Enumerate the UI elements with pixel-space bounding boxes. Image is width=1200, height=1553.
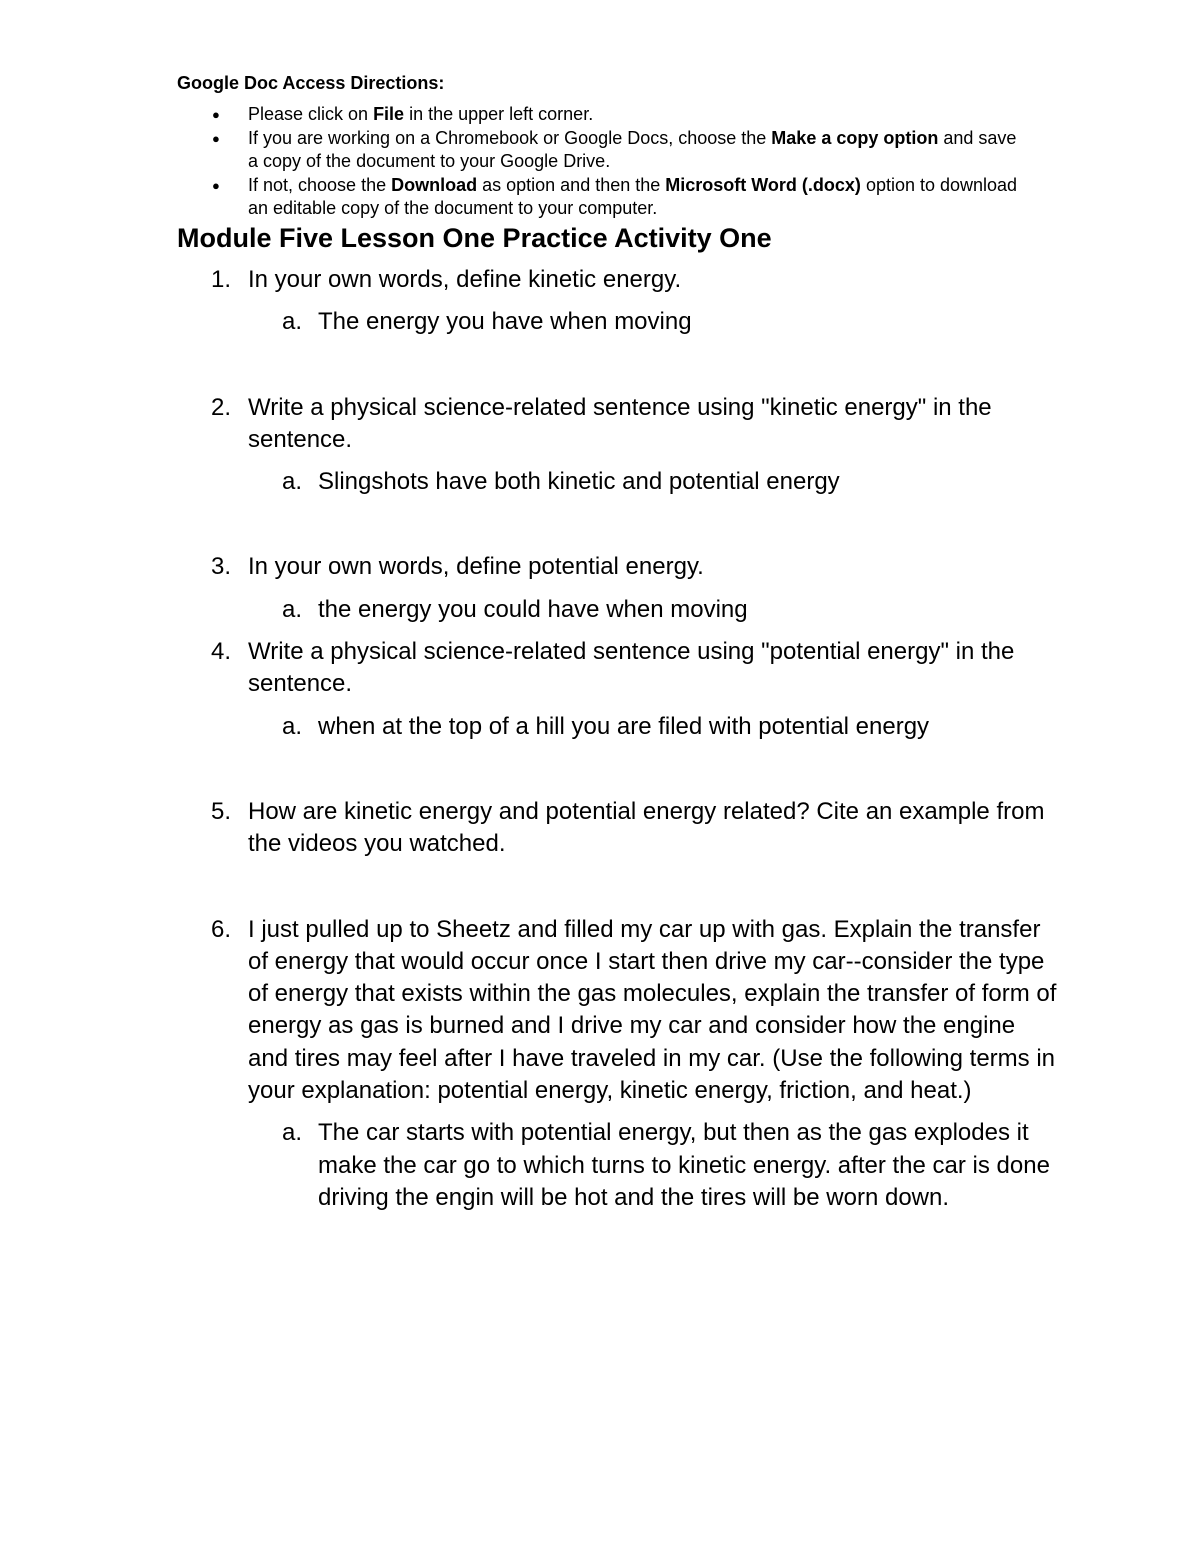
- spacer: [177, 743, 1057, 796]
- answer-letter: a.: [282, 595, 303, 623]
- answer-letter: a.: [282, 468, 303, 496]
- question-text: I just pulled up to Sheetz and filled my car up with gas. Explain the transfer of energy that would occur once I start then drive my car--consider the type of energy that exists within the gas molecules, explain the transfer of form of energy as gas is burned and I drive my car and consider how the engine and tires may feel after I have traveled in my car. (Use the following terms in your explanation: potential energy, kinetic energy, friction, and heat.): [248, 915, 1057, 1105]
- question-item: [177, 796, 1057, 861]
- directions-text: in the upper left corner.: [404, 104, 594, 124]
- question-number: 1.: [211, 266, 232, 293]
- answer-item: [177, 711, 1057, 743]
- question-number: 2.: [211, 393, 232, 421]
- question-item: [177, 914, 1057, 1108]
- bullet-icon: ●: [212, 130, 220, 146]
- directions-text: If not, choose the: [248, 174, 392, 195]
- directions-bold-text: File: [373, 104, 405, 124]
- directions-item: [177, 103, 1027, 127]
- question-text: Write a physical science-related sentence using "kinetic energy" in the sentence.: [248, 393, 992, 453]
- directions-text: option to download an editable copy of the document to your computer.: [248, 174, 1018, 218]
- question-item: [177, 636, 1057, 701]
- answer-item: [177, 594, 1057, 626]
- directions-bold-text: Download: [391, 174, 478, 195]
- question-list: [177, 264, 1057, 1214]
- answer-letter: a.: [282, 1119, 303, 1147]
- directions-heading: Google Doc Access Directions:: [177, 73, 445, 93]
- directions-bold-text: Make a copy option: [771, 127, 939, 148]
- answer-text: when at the top of a hill you are filed with potential energy: [318, 712, 930, 740]
- spacer: [177, 339, 1057, 392]
- directions-list: [177, 103, 1027, 221]
- question-item: [177, 392, 1057, 457]
- spacer: [177, 498, 1057, 551]
- question-text: How are kinetic energy and potential energy related? Cite an example from the videos you watched.: [248, 797, 1045, 858]
- question-number: 4.: [211, 638, 232, 666]
- question-item: [177, 264, 1057, 296]
- directions-text: Please click on: [248, 104, 374, 124]
- directions-text: If you are working on a Chromebook or Google Docs, choose the: [248, 127, 772, 148]
- question-number: 3.: [211, 553, 232, 581]
- bullet-icon: ●: [212, 107, 220, 122]
- answer-item: [177, 466, 1057, 498]
- directions-item: [177, 127, 1027, 174]
- bullet-icon: ●: [212, 177, 220, 193]
- question-text: In your own words, define potential energy.: [248, 553, 704, 581]
- question-text: Write a physical science-related sentence using "potential energy" in the sentence.: [248, 638, 1015, 698]
- directions-text: and save a copy of the document to your Google Drive.: [248, 127, 1017, 171]
- directions-item: [177, 174, 1027, 221]
- answer-text: The car starts with potential energy, but then as the gas explodes it make the car go to which turns to kinetic energy. after the car is done driving the engin will be hot and the tires will be worn down.: [318, 1119, 1050, 1211]
- directions-text: as option and then the: [477, 174, 666, 195]
- answer-text: the energy you could have when moving: [318, 595, 748, 623]
- spacer: [177, 861, 1057, 914]
- answer-text: The energy you have when moving: [318, 308, 692, 336]
- page-title: Module Five Lesson One Practice Activity One: [177, 223, 772, 253]
- spacer: [177, 626, 1057, 636]
- directions-bold-text: Microsoft Word (.docx): [665, 174, 861, 195]
- question-text: In your own words, define kinetic energy.: [248, 266, 682, 293]
- question-number: 6.: [211, 915, 232, 943]
- question-item: [177, 551, 1057, 583]
- question-number: 5.: [211, 797, 232, 825]
- answer-item: [177, 306, 1057, 338]
- answer-letter: a.: [282, 712, 303, 740]
- answer-text: Slingshots have both kinetic and potential energy: [318, 468, 840, 496]
- answer-letter: a.: [282, 308, 303, 336]
- answer-item: [177, 1117, 1057, 1214]
